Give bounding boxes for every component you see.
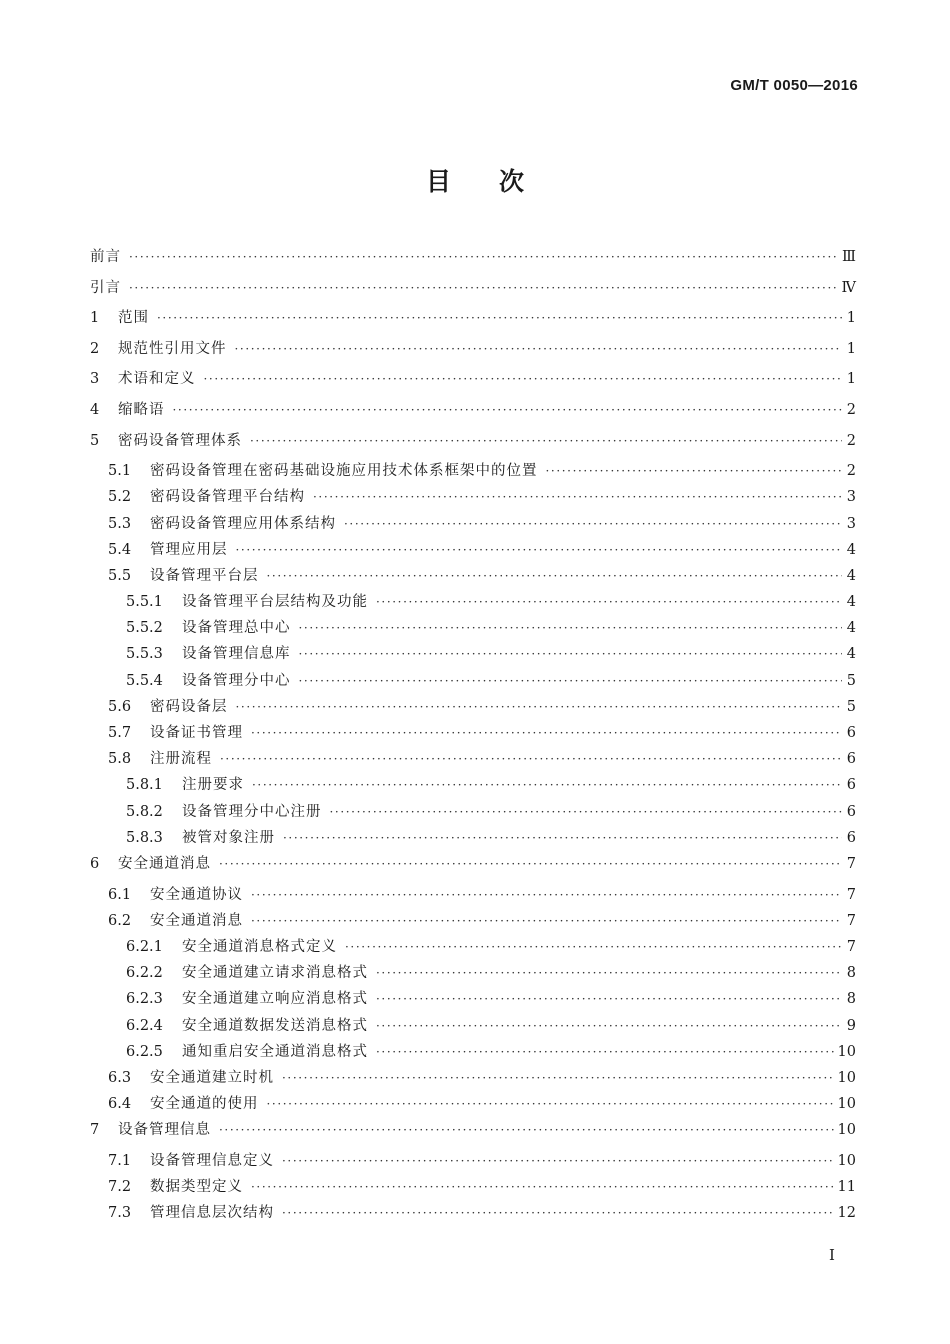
toc-entry-number: 5.2 <box>108 489 132 506</box>
title-part-2: 次 <box>499 167 525 196</box>
toc-entry-label: 设备管理信息定义 <box>150 1152 274 1169</box>
table-of-contents <box>90 245 856 1227</box>
toc-entry-page: 8 <box>846 965 856 982</box>
toc-entry-number: 5.1 <box>108 463 132 480</box>
toc-entry-page: 5 <box>846 698 856 715</box>
toc-dot-leader <box>282 1206 834 1220</box>
toc-entry-page: 8 <box>846 991 856 1008</box>
toc-entry-page: 9 <box>846 1017 856 1034</box>
toc-entry-number: 3 <box>90 371 100 388</box>
toc-entry[interactable] <box>90 642 856 668</box>
toc-entry-page: 6 <box>846 803 856 820</box>
toc-entry-label: 引言 <box>90 279 121 296</box>
toc-entry-number: 6.1 <box>108 886 132 903</box>
toc-entry[interactable] <box>90 367 856 398</box>
toc-entry-label: 设备管理分中心注册 <box>182 803 322 820</box>
toc-entry-label: 安全通道的使用 <box>150 1096 259 1113</box>
toc-entry-label: 注册流程 <box>150 751 212 768</box>
toc-entry-number: 6.2.3 <box>126 991 163 1008</box>
toc-entry-label: 被管对象注册 <box>182 829 275 846</box>
toc-entry-number: 5.8.1 <box>126 777 163 794</box>
toc-dot-leader <box>219 1123 834 1137</box>
toc-entry[interactable] <box>90 1040 856 1066</box>
toc-dot-leader <box>250 434 842 448</box>
toc-entry-number: 5.8.3 <box>126 829 163 846</box>
title-part-1: 目 <box>425 167 451 196</box>
toc-entry-page: 1 <box>846 310 856 327</box>
toc-entry-number: 6 <box>90 855 100 872</box>
toc-entry-label: 安全通道建立时机 <box>150 1069 274 1086</box>
toc-entry[interactable] <box>90 512 856 538</box>
toc-entry[interactable] <box>90 1201 856 1227</box>
toc-dot-leader <box>376 1019 842 1033</box>
toc-dot-leader <box>204 372 843 386</box>
toc-entry-label: 术语和定义 <box>118 371 196 388</box>
toc-entry-page: 3 <box>846 515 856 532</box>
toc-entry-label: 规范性引用文件 <box>118 340 227 357</box>
toc-entry-number: 6.2.4 <box>126 1017 163 1034</box>
toc-entry-number: 5.3 <box>108 515 132 532</box>
toc-entry-label: 设备管理平台层 <box>150 567 259 584</box>
toc-entry[interactable] <box>90 669 856 695</box>
toc-dot-leader <box>299 621 843 635</box>
toc-entry-number: 7.3 <box>108 1205 132 1222</box>
toc-dot-leader <box>282 1154 834 1168</box>
toc-entry-label: 范围 <box>118 310 149 327</box>
toc-entry-number: 6.4 <box>108 1096 132 1113</box>
toc-entry-label: 设备管理平台层结构及功能 <box>182 594 368 611</box>
toc-entry-number: 6.2.1 <box>126 938 163 955</box>
toc-entry-page: 1 <box>846 371 856 388</box>
toc-entry-label: 设备管理分中心 <box>182 672 291 689</box>
toc-entry-label: 设备证书管理 <box>150 725 243 742</box>
toc-entry-page: 7 <box>846 912 856 929</box>
toc-entry-label: 安全通道建立请求消息格式 <box>182 965 368 982</box>
toc-entry-label: 设备管理总中心 <box>182 620 291 637</box>
toc-dot-leader <box>376 595 842 609</box>
toc-entry[interactable] <box>90 826 856 852</box>
toc-entry-page: 11 <box>837 1179 856 1196</box>
toc-entry-number: 5.8 <box>108 751 132 768</box>
toc-entry-number: 5.4 <box>108 541 132 558</box>
toc-entry[interactable] <box>90 800 856 826</box>
toc-entry-page: 10 <box>837 1069 856 1086</box>
toc-dot-leader <box>299 647 843 661</box>
toc-entry-number: 5.7 <box>108 725 132 742</box>
toc-entry-label: 安全通道数据发送消息格式 <box>182 1017 368 1034</box>
toc-entry-label: 设备管理信息 <box>118 1122 211 1139</box>
toc-entry-page: 7 <box>846 855 856 872</box>
toc-entry-number: 6.2.2 <box>126 965 163 982</box>
toc-entry-page: 12 <box>837 1205 856 1222</box>
toc-entry[interactable] <box>90 245 856 276</box>
toc-dot-leader <box>129 250 838 264</box>
toc-entry[interactable] <box>90 337 856 368</box>
toc-entry-page: 5 <box>846 672 856 689</box>
toc-entry[interactable] <box>90 590 856 616</box>
toc-dot-leader <box>376 992 842 1006</box>
toc-dot-leader <box>252 778 842 792</box>
toc-dot-leader <box>251 1180 834 1194</box>
toc-entry-number: 6.2.5 <box>126 1043 163 1060</box>
toc-entry[interactable] <box>90 1118 856 1149</box>
toc-entry-page: 6 <box>846 725 856 742</box>
toc-entry-label: 密码设备管理平台结构 <box>150 489 305 506</box>
toc-entry-label: 安全通道协议 <box>150 886 243 903</box>
standard-number: GM/T 0050—2016 <box>730 77 858 94</box>
toc-entry-page: 6 <box>846 751 856 768</box>
toc-entry[interactable] <box>90 935 856 961</box>
toc-dot-leader <box>219 857 842 871</box>
toc-entry-label: 安全通道消息格式定义 <box>182 938 337 955</box>
toc-entry[interactable] <box>90 721 856 747</box>
toc-entry-page: 7 <box>846 886 856 903</box>
toc-entry[interactable] <box>90 773 856 799</box>
toc-dot-leader <box>283 831 842 845</box>
toc-dot-leader <box>267 1097 834 1111</box>
toc-entry-number: 4 <box>90 401 100 418</box>
toc-dot-leader <box>251 914 842 928</box>
toc-entry[interactable] <box>90 1149 856 1175</box>
toc-entry[interactable] <box>90 961 856 987</box>
toc-dot-leader <box>546 464 843 478</box>
toc-entry-page: 4 <box>846 567 856 584</box>
toc-entry-label: 设备管理信息库 <box>182 646 291 663</box>
toc-entry-page: 10 <box>837 1043 856 1060</box>
toc-entry-label: 管理信息层次结构 <box>150 1205 274 1222</box>
toc-entry-number: 5.5.3 <box>126 646 163 663</box>
toc-entry[interactable] <box>90 909 856 935</box>
toc-entry[interactable] <box>90 1014 856 1040</box>
toc-entry[interactable] <box>90 538 856 564</box>
toc-entry-number: 5.5.1 <box>126 594 163 611</box>
toc-entry-label: 前言 <box>90 249 121 265</box>
toc-entry-number: 5.8.2 <box>126 803 163 820</box>
toc-entry-label: 密码设备管理在密码基础设施应用技术体系框架中的位置 <box>150 463 538 480</box>
toc-entry-number: 5.5 <box>108 567 132 584</box>
toc-dot-leader <box>220 752 842 766</box>
toc-entry-label: 数据类型定义 <box>150 1179 243 1196</box>
toc-entry[interactable] <box>90 429 856 460</box>
toc-entry[interactable] <box>90 398 856 429</box>
toc-dot-leader <box>235 342 843 356</box>
toc-dot-leader <box>236 700 843 714</box>
toc-entry-page: 10 <box>837 1122 856 1139</box>
toc-entry[interactable] <box>90 1066 856 1092</box>
toc-entry[interactable] <box>90 306 856 337</box>
toc-entry-page: 4 <box>846 541 856 558</box>
toc-entry-page: 4 <box>846 594 856 611</box>
toc-entry-page: 6 <box>846 829 856 846</box>
toc-entry-page: 10 <box>837 1096 856 1113</box>
toc-entry[interactable] <box>90 695 856 721</box>
toc-entry-page: 2 <box>846 401 856 418</box>
toc-entry-page: 3 <box>846 489 856 506</box>
toc-entry-number: 2 <box>90 340 100 357</box>
toc-entry-page: Ⅳ <box>841 279 856 296</box>
toc-entry-page: 1 <box>846 340 856 357</box>
toc-dot-leader <box>129 281 838 295</box>
page-title <box>0 162 950 198</box>
toc-entry[interactable] <box>90 564 856 590</box>
toc-entry-label: 安全通道消息 <box>150 912 243 929</box>
toc-entry[interactable] <box>90 276 856 307</box>
toc-entry-label: 密码设备管理应用体系结构 <box>150 515 336 532</box>
toc-entry-label: 通知重启安全通道消息格式 <box>182 1043 368 1060</box>
toc-entry-label: 密码设备管理体系 <box>118 432 242 449</box>
toc-entry-number: 5.5.2 <box>126 620 163 637</box>
toc-entry-label: 管理应用层 <box>150 541 228 558</box>
toc-entry[interactable] <box>90 1092 856 1118</box>
toc-entry-number: 7.1 <box>108 1152 132 1169</box>
toc-dot-leader <box>267 569 843 583</box>
toc-entry[interactable] <box>90 459 856 485</box>
toc-dot-leader <box>376 966 842 980</box>
toc-entry-label: 安全通道消息 <box>118 855 211 872</box>
toc-dot-leader <box>157 311 842 325</box>
toc-dot-leader <box>282 1071 834 1085</box>
toc-dot-leader <box>236 543 843 557</box>
toc-entry[interactable] <box>90 747 856 773</box>
toc-dot-leader <box>345 940 842 954</box>
toc-entry[interactable] <box>90 485 856 511</box>
toc-dot-leader <box>299 674 843 688</box>
toc-entry-number: 1 <box>90 310 100 327</box>
toc-entry-page: 10 <box>837 1152 856 1169</box>
toc-entry[interactable] <box>90 987 856 1013</box>
toc-entry-number: 7.2 <box>108 1179 132 1196</box>
toc-entry-label: 注册要求 <box>182 777 244 794</box>
toc-entry[interactable] <box>90 616 856 642</box>
toc-entry-number: 5.5.4 <box>126 672 163 689</box>
toc-dot-leader <box>313 490 842 504</box>
toc-entry-label: 缩略语 <box>118 401 165 418</box>
toc-entry-page: 2 <box>846 432 856 449</box>
toc-entry-page: 4 <box>846 646 856 663</box>
page-number: I <box>829 1246 835 1264</box>
toc-dot-leader <box>376 1045 834 1059</box>
toc-dot-leader <box>251 888 842 902</box>
toc-entry-page: 2 <box>846 463 856 480</box>
toc-dot-leader <box>173 403 843 417</box>
toc-entry[interactable] <box>90 852 856 883</box>
toc-dot-leader <box>344 517 842 531</box>
toc-entry-label: 密码设备层 <box>150 698 228 715</box>
toc-entry-page: 7 <box>846 938 856 955</box>
toc-entry-number: 6.3 <box>108 1069 132 1086</box>
toc-entry[interactable] <box>90 883 856 909</box>
toc-dot-leader <box>251 726 842 740</box>
toc-dot-leader <box>330 805 843 819</box>
toc-entry-number: 5 <box>90 432 100 449</box>
toc-entry-label: 安全通道建立响应消息格式 <box>182 991 368 1008</box>
toc-entry-page: 6 <box>846 777 856 794</box>
toc-entry-page: Ⅲ <box>842 249 856 265</box>
toc-entry-number: 5.6 <box>108 698 132 715</box>
toc-entry-page: 4 <box>846 620 856 637</box>
toc-entry-number: 7 <box>90 1122 100 1139</box>
toc-entry[interactable] <box>90 1175 856 1201</box>
toc-entry-number: 6.2 <box>108 912 132 929</box>
